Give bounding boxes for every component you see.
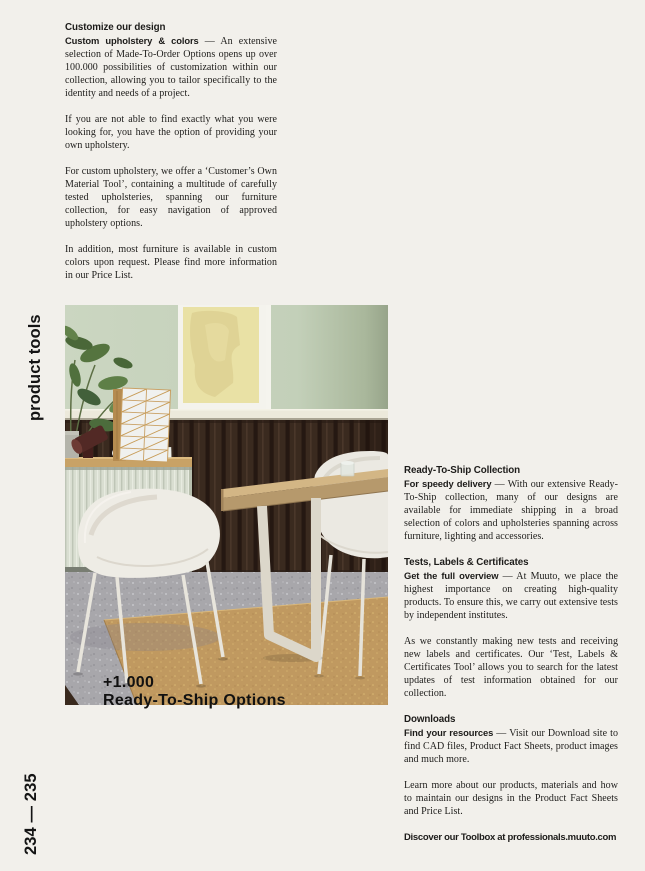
overlay-line-1: +1.000	[103, 674, 155, 691]
overlay-line-2: Ready-To-Ship Options	[103, 692, 286, 709]
section-heading: Ready-To-Ship Collection	[404, 465, 521, 476]
paragraph-lead: Find your resources	[404, 727, 494, 738]
tools-info-column	[404, 464, 618, 844]
paragraph	[404, 569, 618, 622]
paragraph	[404, 477, 618, 543]
em-dash: —	[491, 479, 508, 490]
paragraph: For custom upholstery, we offer a ‘Customer’s Own Material Tool’, containing a multitude of carefully tested upholsteries, spanning our furniture collection, for easy navigation of approved upholstery options.	[65, 166, 277, 229]
paragraph-text: At Muuto, we place the highest importance on creating high-quality products. To ensure this, we carry out extensive tests by independent institutes.	[404, 571, 619, 621]
paragraph-lead: Custom upholstery & colors	[65, 35, 199, 46]
paragraph: As we constantly making new tests and receiving new labels and certificates. Our ‘Test, Labels & Certificates Tool’ allows you to search for the latest updates of test information obtained for our collection.	[404, 636, 618, 699]
paragraph: If you are not able to find exactly what you were looking for, you have the option of providing your own upholstery.	[65, 114, 277, 151]
section-heading: Customize our design	[65, 22, 166, 33]
leaning-artwork	[113, 388, 171, 462]
margin-section-label: product tools	[26, 314, 44, 421]
ready-to-ship-section	[404, 464, 618, 543]
section-heading: Tests, Labels & Certificates	[404, 557, 529, 568]
section-heading: Downloads	[404, 714, 456, 725]
paragraph	[404, 726, 618, 766]
toolbox-cta: Discover our Toolbox at professionals.muuto.com	[404, 832, 617, 843]
room-photo-illustration	[65, 305, 388, 705]
paragraph-text: Visit our Download site to find CAD files, Product Fact Sheets, product images and much more.	[404, 728, 618, 765]
drinking-glass	[341, 461, 354, 476]
intro-paragraph	[65, 34, 277, 100]
photo-overlay-caption	[103, 674, 286, 710]
paragraph-text: An extensive selection of Made-To-Order Options opens up over 100.000 possibilities of customization within our collection, allowing you to tailor specifically to the identity and needs of a project.	[65, 36, 277, 99]
tests-labels-certificates-section	[404, 556, 618, 700]
downloads-section	[404, 713, 618, 766]
paragraph-lead: Get the full overview	[404, 570, 499, 581]
customize-our-design-section	[65, 21, 277, 282]
em-dash: —	[498, 571, 517, 582]
paragraph-text: With our extensive Ready-To-Ship collection, many of our designs are available for immediate shipping in a broad selection of colors and upholsteries spanning across furniture, lighting and accessories.	[404, 479, 618, 542]
framed-artwork	[178, 305, 271, 413]
closing-paragraph: Learn more about our products, materials and how to maintain our designs in the Product Fact Sheets and Price List.	[404, 780, 618, 817]
em-dash: —	[198, 36, 221, 47]
paragraph-lead: For speedy delivery	[404, 478, 492, 489]
page-number-label: 234 — 235	[22, 773, 40, 855]
em-dash: —	[493, 728, 510, 739]
room-photo	[65, 305, 388, 705]
paragraph: In addition, most furniture is available in custom colors upon request. Please find more information in our Price List.	[65, 244, 277, 281]
